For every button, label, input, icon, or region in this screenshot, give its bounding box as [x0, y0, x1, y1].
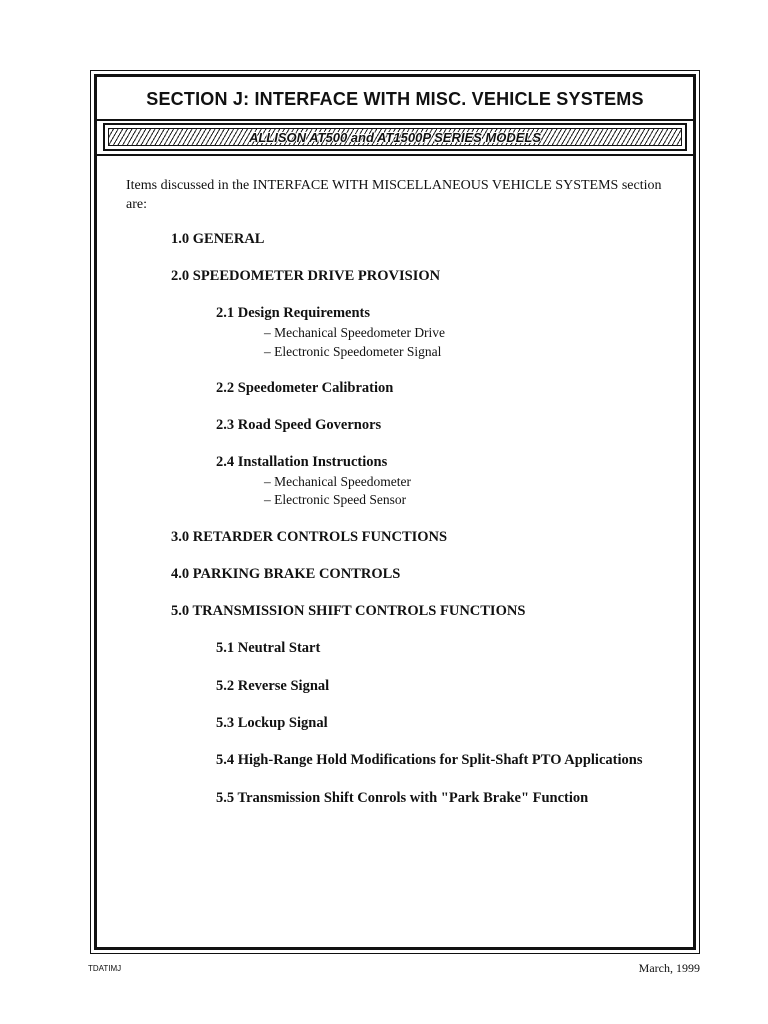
inner-frame [94, 74, 696, 950]
toc-design-requirements: 2.1 Design Requirements [216, 305, 370, 321]
models-banner [103, 123, 687, 151]
title-divider [97, 119, 693, 121]
toc-neutral-start: 5.1 Neutral Start [216, 640, 321, 656]
toc-retarder-controls: 3.0 RETARDER CONTROLS FUNCTIONS [171, 529, 448, 545]
banner-text: ALLISON AT500 and AT1500P SERIES MODELS [248, 129, 542, 145]
toc-sub-electronic-speed-sensor: – Electronic Speed Sensor [264, 492, 407, 507]
toc-transmission-shift-controls: 5.0 TRANSMISSION SHIFT CONTROLS FUNCTIONS [171, 603, 526, 619]
footer-doc-code: TDATIMJ [88, 964, 122, 973]
banner-divider [97, 154, 693, 156]
toc-park-brake-function: 5.5 Transmission Shift Conrols with "Park Brake" Function [216, 790, 589, 806]
toc-general: 1.0 GENERAL [171, 231, 265, 247]
toc-speedometer-calibration: 2.2 Speedometer Calibration [216, 380, 394, 396]
toc-installation-instructions: 2.4 Installation Instructions [216, 454, 388, 470]
toc-parking-brake-controls: 4.0 PARKING BRAKE CONTROLS [171, 566, 401, 582]
intro-paragraph: Items discussed in the INTERFACE WITH MISCELLANEOUS VEHICLE SYSTEMS section are: [126, 178, 662, 212]
toc-speedometer-drive: 2.0 SPEEDOMETER DRIVE PROVISION [171, 268, 441, 284]
toc-high-range-hold: 5.4 High-Range Hold Modifications for Split-Shaft PTO Applications [216, 752, 643, 768]
toc-road-speed-governors: 2.3 Road Speed Governors [216, 417, 382, 433]
toc-sub-electronic-speedometer-signal: – Electronic Speedometer Signal [264, 344, 442, 359]
toc-sub-mechanical-speedometer-drive: – Mechanical Speedometer Drive [264, 325, 446, 340]
page-frame [90, 70, 700, 954]
section-title: SECTION J: INTERFACE WITH MISC. VEHICLE SYSTEMS [146, 89, 644, 109]
footer-date: March, 1999 [638, 961, 700, 975]
toc-reverse-signal: 5.2 Reverse Signal [216, 678, 330, 694]
toc-lockup-signal: 5.3 Lockup Signal [216, 715, 328, 731]
toc-sub-mechanical-speedometer: – Mechanical Speedometer [264, 474, 411, 489]
